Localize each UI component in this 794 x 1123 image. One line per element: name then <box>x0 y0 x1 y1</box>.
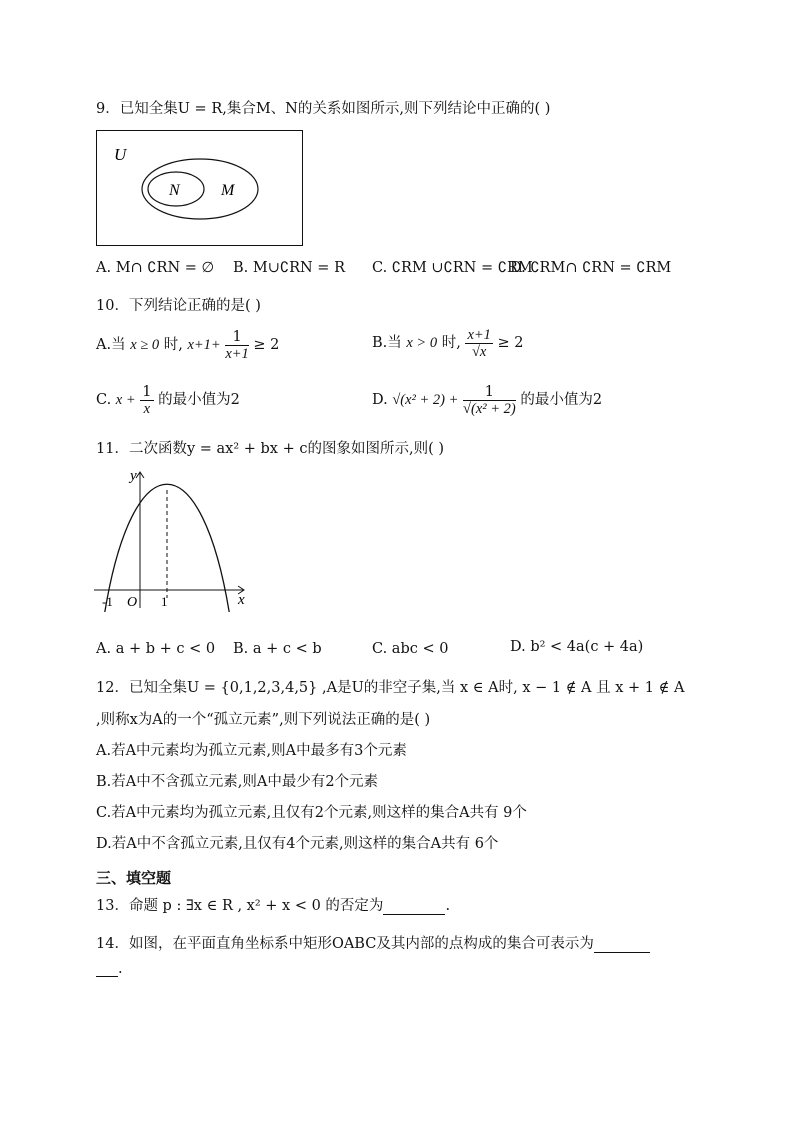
q13-answer-blank[interactable] <box>383 914 445 915</box>
q10-c-denominator: x <box>143 400 151 417</box>
q10-d-denominator: √(x² + 2) <box>463 400 516 417</box>
q13-line <box>96 894 450 915</box>
q10-c-postfix: 的最小值为2 <box>158 392 240 408</box>
q10-d-postfix: 的最小值为2 <box>520 392 603 408</box>
q11-option-a: A. a + b + c < 0 <box>96 641 216 657</box>
q10-a-mid: 时, <box>163 337 183 353</box>
tick-label-one: 1 <box>161 594 168 609</box>
y-axis-label: y <box>130 468 137 484</box>
q11-option-b: B. a + c < b <box>233 641 322 657</box>
q10-b-condition: x > 0 <box>406 335 438 351</box>
q14-line <box>96 932 650 953</box>
q10-a-numerator: 1 <box>225 329 248 346</box>
venn-diagram <box>96 130 304 248</box>
q14-end: . <box>118 961 123 977</box>
q10-option-a <box>96 328 279 362</box>
q13-end: . <box>445 898 451 914</box>
q12-option-d: D.若A中不含孤立元素,且仅有4个元素,则这样的集合A共有 6个 <box>96 836 499 852</box>
q10-b-fraction <box>465 327 492 360</box>
q10-d-fraction <box>463 384 516 417</box>
q10-d-prefix: D. <box>372 392 388 408</box>
q11-option-d: D. b² < 4a(c + 4a) <box>510 639 644 655</box>
q10-a-prefix: A.当 <box>96 337 126 353</box>
q9-text: 9．已知全集U = R,集合M、N的关系如图所示,则下列结论中正确的( ) <box>96 101 551 117</box>
q10-b-numerator: x+1 <box>467 326 491 343</box>
q10-b-mid: 时, <box>441 335 461 351</box>
q14-answer-blank-continued[interactable] <box>96 976 118 977</box>
q10-option-b <box>372 326 524 360</box>
q13-text: 13．命题 p : ∃x ∈ R , x² + x < 0 的否定为 <box>96 898 384 914</box>
q10-a-relation: ≥ 2 <box>253 337 280 353</box>
q10-option-c <box>96 383 240 417</box>
q9-option-c: C. ∁RM ∪∁RN = ∁RM <box>372 260 533 276</box>
q11-text: 11．二次函数y = ax² + bx + c的图象如图所示,则( ) <box>96 441 444 457</box>
set-m-label: M <box>221 182 235 199</box>
q11-option-c: C. abc < 0 <box>372 641 449 657</box>
universe-label: U <box>114 145 127 164</box>
q12-option-a: A.若A中元素均为孤立元素,则A中最多有3个元素 <box>96 743 407 759</box>
q10-c-expression: x + <box>115 392 136 408</box>
q9-option-a: A. M∩ ∁RN = ∅ <box>96 260 215 276</box>
tick-label-neg-one: -1 <box>102 594 113 609</box>
q14-text: 14．如图，在平面直角坐标系中矩形OABC及其内部的点构成的集合可表示为 <box>96 936 594 952</box>
q14-answer-blank[interactable] <box>594 952 650 953</box>
x-axis-label: x <box>238 592 245 608</box>
q10-b-relation: ≥ 2 <box>497 335 524 351</box>
q12-text-line2: ,则称x为A的一个“孤立元素”,则下列说法正确的是( ) <box>96 712 431 728</box>
section-title: 三、填空题 <box>96 869 172 887</box>
q9-option-b: B. M∪∁RN = R <box>233 260 345 276</box>
q10-c-numerator: 1 <box>142 383 152 400</box>
q10-b-prefix: B.当 <box>372 335 402 351</box>
q10-a-condition: x ≥ 0 <box>130 337 160 353</box>
q14-line2 <box>96 961 123 977</box>
q10-c-prefix: C. <box>96 392 112 408</box>
q12-text-line1: 12．已知全集U = {0,1,2,3,4,5} ,A是U的非空子集,当 x ∈ A时, x − 1 ∉ A 且 x + 1 ∉ A <box>96 680 685 696</box>
q10-a-denominator: x+1 <box>225 345 249 362</box>
q12-option-b: B.若A中不含孤立元素,则A中最少有2个元素 <box>96 774 379 790</box>
q10-c-fraction <box>140 384 153 417</box>
origin-label: O <box>127 595 138 610</box>
q10-d-expression: √(x² + 2) + <box>392 392 459 408</box>
parabola-graph <box>92 462 252 612</box>
q10-a-expression: x+1+ <box>187 337 221 353</box>
q10-d-numerator: 1 <box>463 384 516 401</box>
q10-a-fraction <box>225 329 248 362</box>
set-n-label: N <box>169 182 180 199</box>
set-m-ellipse <box>142 159 258 219</box>
universe-box <box>97 131 303 246</box>
q10-text: 10．下列结论正确的是( ) <box>96 298 261 314</box>
q12-option-c: C.若A中元素均为孤立元素,且仅有2个元素,则这样的集合A共有 9个 <box>96 805 527 821</box>
q10-option-d <box>372 383 602 417</box>
q9-option-d: D. ∁RM∩ ∁RN = ∁RM <box>510 260 672 276</box>
q10-b-denominator: √x <box>471 343 487 360</box>
